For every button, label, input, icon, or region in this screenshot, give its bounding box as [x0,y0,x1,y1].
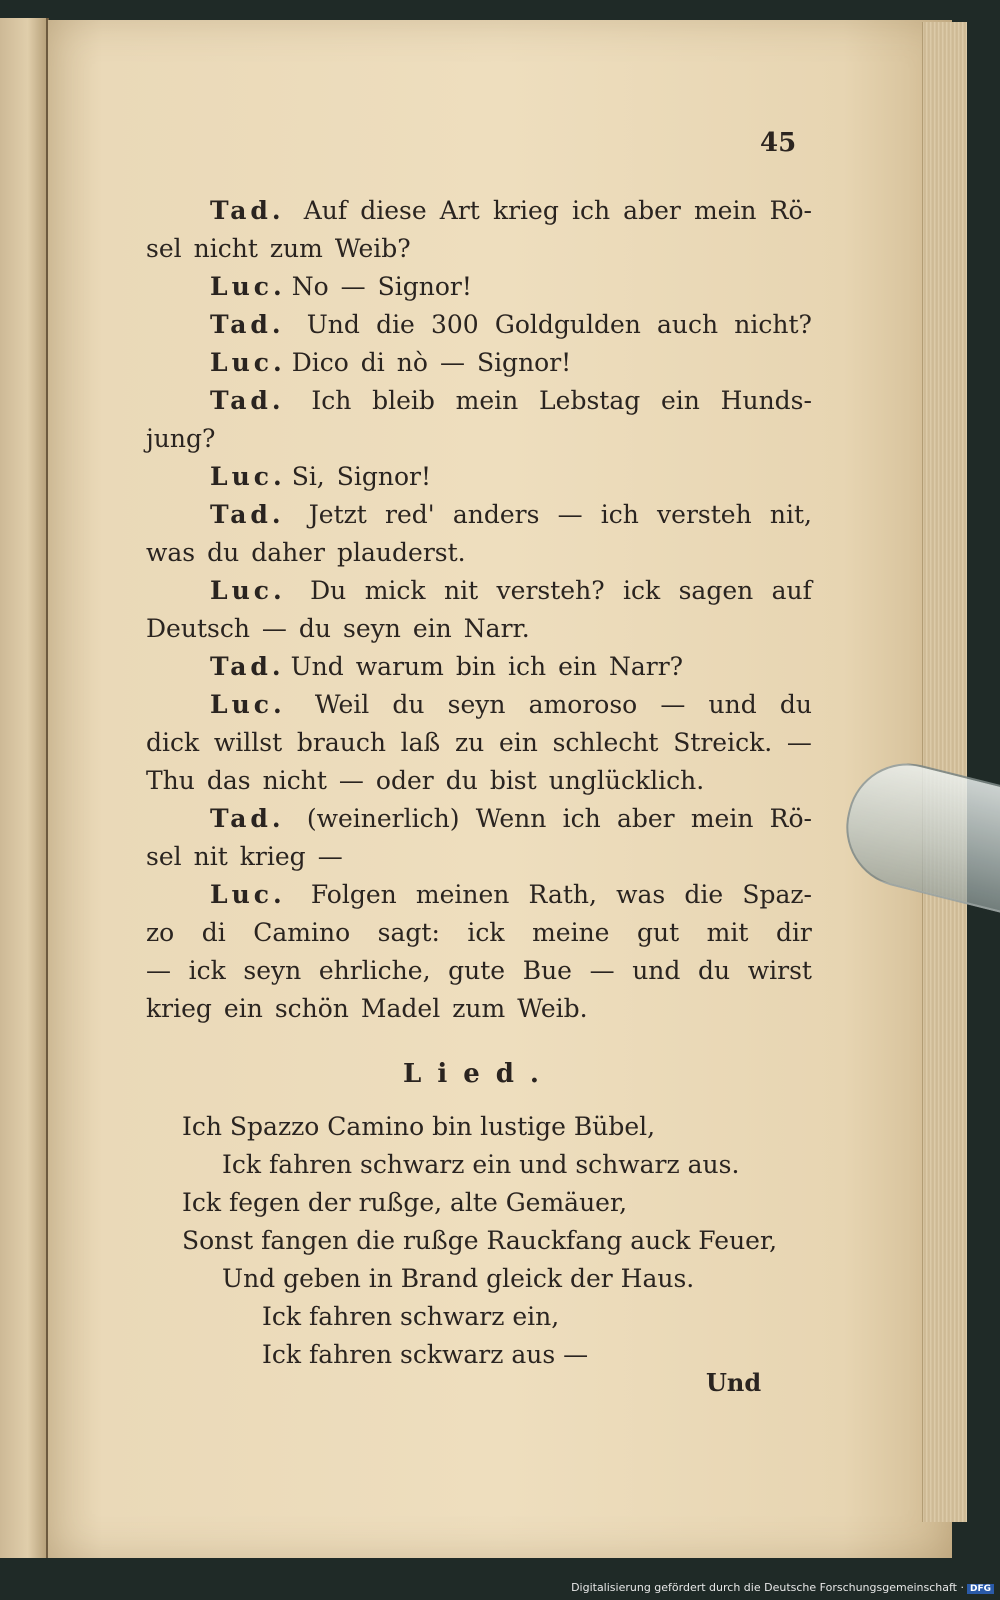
word: zu [454,728,485,757]
page-number: 45 [760,128,797,158]
speaker-name: Tad. [210,804,285,833]
word: ick [623,576,661,605]
speaker-name: Luc. [210,462,286,491]
word: bist [489,766,537,795]
word: schön [274,994,349,1023]
word: du [698,956,731,985]
text-line [146,344,812,382]
word: mit [706,918,749,947]
text-line [146,876,812,914]
text-line [146,648,812,686]
word: schlecht [552,728,659,757]
word: zo [146,918,175,947]
word: krieg [146,994,212,1023]
text-line [146,686,812,724]
word: Und [290,652,344,681]
song-line: Ich Spazzo Camino bin lustige Bübel, [182,1112,656,1141]
word: zum [452,994,506,1023]
word: meine [532,918,610,947]
word: brauch [296,728,386,757]
word: mein [693,196,757,225]
text-line [146,952,812,990]
speaker-name: Luc. [210,348,286,377]
text-line [146,572,812,610]
song-block [146,1108,812,1374]
word: Rath, [528,880,597,909]
text-line [146,496,812,534]
word: ich [600,500,639,529]
word: dick [146,728,200,757]
word: krieg [492,196,559,225]
text-line [146,534,812,572]
word: meinen [415,880,510,909]
word: di [360,348,385,377]
word: die [376,310,415,339]
speaker-name: Tad. [210,500,285,529]
word: seyn [343,614,401,643]
text-line [146,458,812,496]
word: ick [188,956,226,985]
word: ick [467,918,505,947]
word: Signor! [476,348,572,377]
catchword: Und [706,1368,762,1397]
word: Rö- [769,804,812,833]
footer-text: Digitalisierung gefördert durch die Deutsche Forschungsgemeinschaft · [571,1581,964,1594]
word: Madel [360,994,441,1023]
word: Si, [291,462,325,491]
word: dir [775,918,812,947]
text-line [146,800,812,838]
word: mein [455,386,519,415]
word: No [291,272,329,301]
text-line [146,230,812,268]
word: — [557,500,583,529]
word: — [146,956,171,985]
word: was [146,538,196,567]
word: und [632,956,681,985]
word: Spaz- [742,880,812,909]
word: Auf [303,196,348,225]
song-heading: Lied. [403,1059,555,1089]
song-line: Und geben in Brand gleick der Haus. [222,1264,695,1293]
word: Deutsch [146,614,250,643]
word: du [392,690,425,719]
word: Jetzt [308,500,367,529]
word: Weil [314,690,370,719]
text-line [146,762,812,800]
word: Streick. [673,728,773,757]
word: Rö- [769,196,812,225]
text-line [146,306,812,344]
word: plauderst. [337,538,466,567]
word: krieg [239,842,306,871]
song-line: Ick fahren sckwarz aus — [262,1340,589,1369]
word: bleib [372,386,435,415]
song-line: Ick fahren schwarz ein, [262,1302,560,1331]
song-line: Ick fahren schwarz ein und schwarz aus. [222,1150,740,1179]
word: du [207,538,240,567]
speaker-name: Luc. [210,576,286,605]
page-text [146,192,812,1374]
word: laß [400,728,441,757]
word: Ich [311,386,352,415]
word: Thu [146,766,195,795]
song-line: Sonst fangen die rußge Rauckfang auck Feuer, [182,1226,778,1255]
text-line [146,914,812,952]
word: aber [623,196,681,225]
word: ehrliche, [318,956,431,985]
speaker-name: Tad. [210,196,285,225]
left-page-edge [0,18,49,1558]
word: anders [452,500,540,529]
word: und [708,690,757,719]
word: mick [364,576,426,605]
text-line [146,268,812,306]
text-line [146,610,812,648]
word: — [786,728,812,757]
word: — [439,348,465,377]
word: zum [269,234,323,263]
word: Lebstag [539,386,641,415]
word: mein [690,804,754,833]
dialogue-block [146,192,812,1028]
word: ein [412,614,452,643]
word: Goldgulden [494,310,641,339]
word: di [201,918,226,947]
word: — [261,614,287,643]
word: gut [637,918,680,947]
text-line [146,724,812,762]
word: red' [385,500,435,529]
word: nit [193,842,228,871]
word: du [779,690,812,719]
word: amoroso [528,690,638,719]
speaker-name: Luc. [210,272,286,301]
song-line: Ick fegen der rußge, alte Gemäuer, [182,1188,628,1217]
speaker-name: Tad. [210,652,285,681]
word: ein [223,994,263,1023]
word: Wenn [475,804,547,833]
dfg-logo: DFG [967,1584,994,1594]
word: Signor! [336,462,432,491]
word: Weib. [517,994,588,1023]
word: seyn [243,956,302,985]
word: Art [439,196,480,225]
word: Narr. [463,614,530,643]
word: nicht? [734,310,812,339]
word: ich [562,804,601,833]
word: du [445,766,478,795]
word: gute [448,956,506,985]
word: Weib? [334,234,411,263]
text-line [146,192,812,230]
word: — [660,690,686,719]
word: (weinerlich) [306,804,460,833]
word: ein [498,728,538,757]
word: auch [657,310,719,339]
word: ein [558,652,597,681]
word: nit, [769,500,812,529]
text-line [146,420,812,458]
word: oder [375,766,434,795]
word: die [684,880,724,909]
word: Narr? [608,652,684,681]
text-line [146,382,812,420]
word: jung? [146,424,216,453]
word: das [206,766,251,795]
word: ich [507,652,547,681]
speaker-name: Tad. [210,310,285,339]
word: daher [251,538,326,567]
word: — [589,956,615,985]
word: ich [571,196,611,225]
word: Bue [522,956,572,985]
speaker-name: Tad. [210,386,285,415]
word: 300 [431,310,479,339]
word: sagt: [377,918,440,947]
word: wirst [747,956,812,985]
word: diese [360,196,427,225]
word: Dico [291,348,349,377]
word: seyn [447,690,506,719]
word: warum [355,652,444,681]
footer-credit [571,1581,994,1594]
word: was [616,880,666,909]
word: bin [455,652,496,681]
word: Du [310,576,347,605]
word: — [338,766,364,795]
word: du [298,614,332,643]
word: willst [213,728,283,757]
text-line [146,838,812,876]
word: sagen [678,576,754,605]
word: Signor! [377,272,472,301]
word: nicht [262,766,327,795]
word: aber [616,804,675,833]
word: — [340,272,366,301]
word: nit [443,576,479,605]
speaker-name: Luc. [210,880,286,909]
word: auf [771,576,812,605]
word: Hunds- [720,386,812,415]
word: nò [396,348,428,377]
word: unglücklich. [548,766,705,795]
word: ein [661,386,700,415]
word: sel [146,842,182,871]
word: Camino [253,918,351,947]
word: — [317,842,343,871]
speaker-name: Luc. [210,690,286,719]
word: nicht [193,234,258,263]
word: versteh? [496,576,605,605]
word: sel [146,234,182,263]
text-line [146,990,812,1028]
word: versteh [657,500,752,529]
word: Und [306,310,360,339]
word: Folgen [310,880,397,909]
